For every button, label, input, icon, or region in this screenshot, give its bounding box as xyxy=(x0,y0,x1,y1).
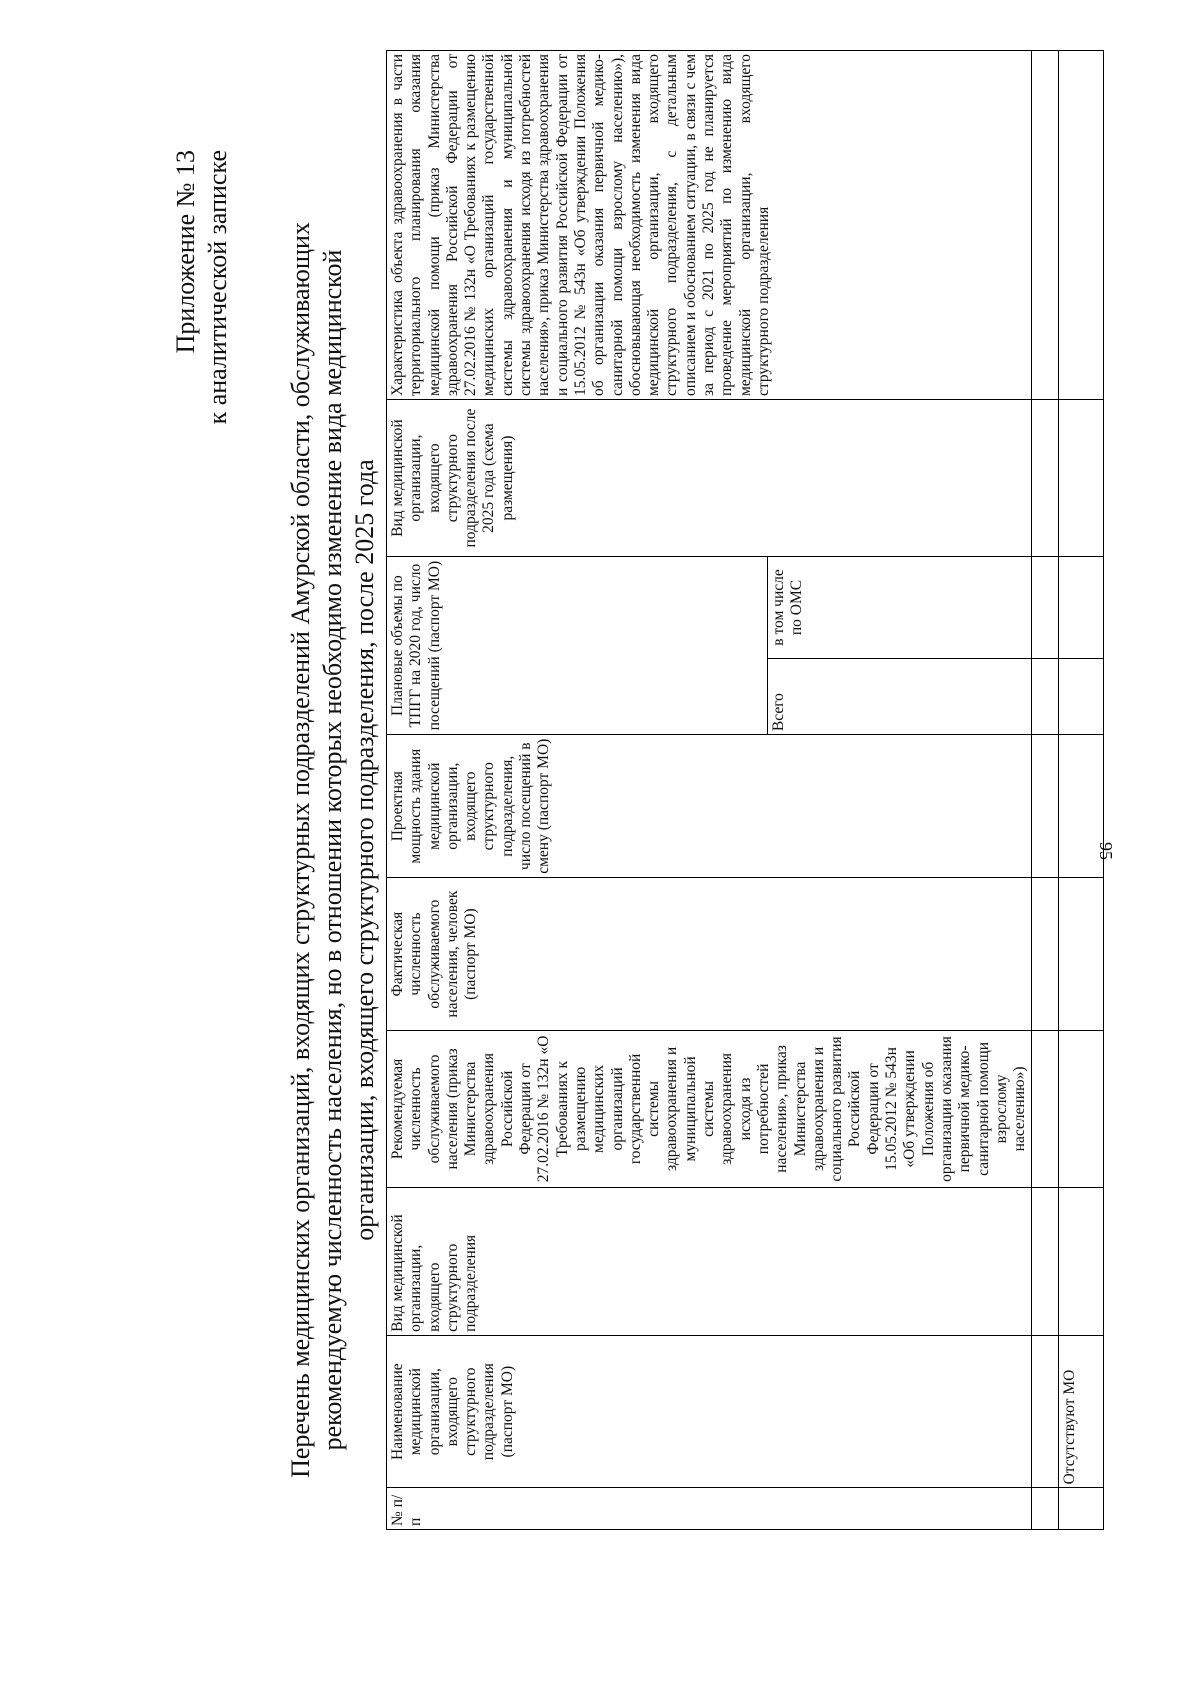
organizations-table xyxy=(386,50,1104,1530)
table-cell xyxy=(1059,557,1104,659)
header-actual: Фактическая численность обслуживаемого населения, человек (паспорт МО) xyxy=(387,878,1032,1031)
header-capacity: Проектная мощность здания медицинской организации, входящего структурного подразделения, число посещений в смену (паспорт МО) xyxy=(387,735,1032,878)
header-planned: Плановые объемы по ТПГГ на 2020 год, число посещений (паспорт МО) xyxy=(387,557,768,735)
table-cell xyxy=(1032,658,1059,734)
table-header-row xyxy=(387,51,768,1530)
table-cell xyxy=(1032,735,1059,878)
table-cell xyxy=(1032,1488,1059,1530)
rotated-page xyxy=(70,30,1130,1650)
annex-label xyxy=(170,150,234,424)
table-row xyxy=(1032,51,1059,1530)
table-row xyxy=(1059,51,1104,1530)
table-cell xyxy=(1032,1335,1059,1488)
annex-line-1: Приложение № 13 xyxy=(171,150,200,354)
row-name-cell: Отсутствуют МО xyxy=(1059,1335,1104,1488)
table-cell xyxy=(1059,1030,1104,1187)
table-cell xyxy=(1059,400,1104,557)
table-cell xyxy=(1059,1188,1104,1336)
page-number: 95 xyxy=(1096,842,1116,860)
header-planned-oms: в том числе по ОМС xyxy=(767,557,1032,659)
title-line-2: рекомендуемую численность населения, но в отношении которых необходимо изменение вида медицинской xyxy=(318,249,347,1451)
header-characteristic: Характеристика объекта здравоохранения в части территориального планирования оказания медицинской помощи (приказ Министерства здравоохранения Российской Федерации от 27.02.2016 № 132н «О Требованиях к размещению медицинских организаций государственной системы здравоохранения и муниципальной системы здравоохранения исходя из потребностей населения», приказ Министерства здравоохранения и социального развития Российской Федерации от 15.05.2012 № 543н «Об утверждении Положения об организации оказания первичной медико-санитарной помощи взрослому населению»), обосновывающая необходимость изменения вида медицинской организации, входящего структурного подразделения, с детальным описанием и обоснованием ситуации, в связи с чем за период с 2021 по 2025 год не планируется проведение мероприятий по изменению вида медицинской организации, входящего структурного подразделения xyxy=(387,51,1032,400)
header-name: Наименование медицинской организации, входящего структурного подразделения (паспорт МО) xyxy=(387,1335,1032,1488)
table-cell xyxy=(1059,658,1104,734)
table-cell xyxy=(1032,1188,1059,1336)
header-type-after: Вид медицинской организации, входящего структурного подразделения после 2025 года (схема размещения) xyxy=(387,400,1032,557)
header-planned-total: Всего xyxy=(767,658,1032,734)
title-line-1: Перечень медицинских организаций, входящих структурных подразделений Амурской области, обслуживающих xyxy=(286,222,315,1478)
table-cell xyxy=(1032,557,1059,659)
table-cell xyxy=(1032,1030,1059,1187)
table-cell xyxy=(1032,51,1059,400)
annex-line-2: к аналитической записке xyxy=(203,150,232,425)
header-num: № п/п xyxy=(387,1488,1032,1530)
title-line-3: организации, входящего структурного подразделения, после 2025 года xyxy=(350,459,379,1241)
header-type: Вид медицинской организации, входящего структурного подразделения xyxy=(387,1188,1032,1336)
table-cell xyxy=(1059,1488,1104,1530)
table-cell xyxy=(1059,735,1104,878)
table-cell xyxy=(1032,878,1059,1031)
header-recommended: Рекомендуемая численность обслуживаемого населения (приказ Министерства здравоохранения Российской Федерации от 27.02.2016 № 132н «О Требованиях к размещению медицинских организаций государственной системы здравоохранения и муниципальной системы здравоохранения исходя из потребностей населения», приказ Министерства здравоохранения и социального развития Российской Федерации от 15.05.2012 № 543н «Об утверждении Положения об организации оказания первичной медико-санитарной помощи взрослому населению») xyxy=(387,1030,1032,1187)
table-cell xyxy=(1059,51,1104,400)
table-cell xyxy=(1059,878,1104,1031)
document-title xyxy=(285,150,381,1550)
table-cell xyxy=(1032,400,1059,557)
